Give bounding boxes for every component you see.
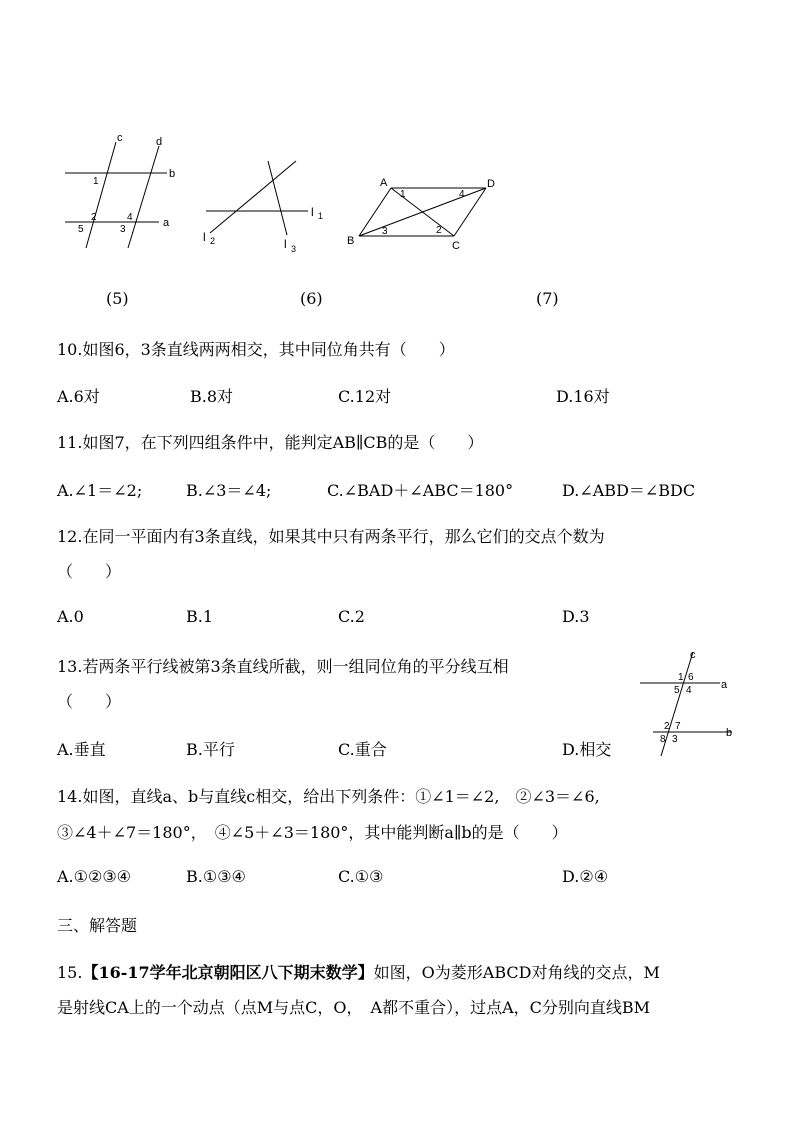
q15-number: 15.: [57, 963, 83, 982]
fig6-label-l3-sub: 3: [291, 244, 297, 254]
q15-source: 【16-17学年北京朝阳区八下期末数学】: [82, 963, 374, 982]
q14-option-d: D.②④: [562, 867, 609, 886]
q13-option-b: B.平行: [186, 740, 235, 759]
fig7-label-C: C: [452, 240, 460, 252]
q12-option-d: D.3: [562, 607, 590, 626]
fig-q14-label-c: c: [690, 649, 696, 661]
question-14-stem-cont: ③∠4＋∠7＝180°， ④∠5＋∠3＝180°，其中能判断a∥b的是（ ）: [57, 823, 568, 842]
fig-q14-angle-8: 8: [660, 734, 666, 745]
fig5-label-b: b: [169, 168, 176, 180]
q14-option-c: C.①③: [338, 867, 384, 886]
fig5-angle-3: 3: [120, 224, 126, 235]
question-11-stem: 11.如图7，在下列四组条件中，能判定AB∥CB的是（ ）: [57, 433, 484, 452]
fig7-angle-2: 2: [436, 225, 442, 236]
q10-option-c: C.12对: [338, 387, 392, 406]
fig5-angle-2: 2: [91, 212, 97, 223]
q10-option-d: D.16对: [556, 387, 610, 406]
q11-option-c: C.∠BAD＋∠ABC＝180°: [327, 481, 514, 500]
fig-q14-angle-7: 7: [675, 721, 681, 732]
question-12-stem: 12.在同一平面内有3条直线，如果其中只有两条平行，那么它们的交点个数为: [57, 527, 605, 546]
fig-q14-angle-2: 2: [664, 721, 670, 732]
question-14-stem: 14.如图，直线a、b与直线c相交，给出下列条件：①∠1＝∠2, ②∠3＝∠6,: [57, 787, 600, 806]
fig-q14-angle-5: 5: [674, 685, 680, 696]
q13-option-d: D.相交: [562, 740, 612, 759]
figure-6: [200, 155, 335, 260]
fig5-angle-4: 4: [127, 212, 133, 223]
figure-q14: [635, 648, 740, 758]
fig7-angle-3: 3: [382, 226, 388, 237]
fig6-label-l1: l: [311, 205, 314, 219]
question-13-stem-cont: （ ）: [57, 692, 122, 711]
fig5-label-d: d: [156, 136, 163, 148]
fig-q14-angle-3: 3: [672, 734, 678, 745]
q13-option-a: A.垂直: [57, 740, 106, 759]
fig-q14-angle-6: 6: [688, 672, 694, 683]
fig-q14-angle-4: 4: [686, 685, 692, 696]
fig7-angle-1: 1: [400, 189, 406, 200]
fig6-label-l3: l: [284, 237, 287, 251]
fig5-label-a: a: [163, 217, 170, 229]
q15-text-1: 如图，O为菱形ABCD对角线的交点，M: [373, 963, 660, 982]
fig6-label-l2: l: [203, 230, 206, 244]
fig-q14-label-b: b: [726, 727, 733, 739]
fig-q14-angle-1: 1: [678, 672, 684, 683]
fig7-label-B: B: [347, 235, 355, 247]
question-12-stem-cont: （ ）: [57, 562, 122, 581]
fig5-caption: (5): [106, 289, 129, 308]
section-heading: 三、解答题: [57, 916, 138, 935]
fig-q14-label-a: a: [721, 679, 728, 691]
fig6-caption: (6): [300, 289, 323, 308]
q12-option-a: A.0: [57, 607, 84, 626]
fig7-label-A: A: [380, 177, 388, 189]
q10-option-a: A.6对: [57, 387, 100, 406]
figure-7: [340, 170, 510, 260]
fig5-label-c: c: [117, 132, 123, 144]
q12-option-c: C.2: [338, 607, 365, 626]
figure-5: [55, 130, 195, 250]
q14-option-b: B.①③④: [186, 867, 246, 886]
q11-option-a: A.∠1＝∠2;: [57, 481, 143, 500]
question-15-line-1: [57, 960, 660, 983]
question-15-line-2: 是射线CA上的一个动点（点M与点C，O， A都不重合），过点A，C分别向直线BM: [57, 998, 651, 1017]
fig5-angle-5: 5: [78, 224, 84, 235]
fig6-label-l2-sub: 2: [210, 236, 216, 246]
fig7-angle-4: 4: [459, 189, 465, 200]
question-13-stem: 13.若两条平行线被第3条直线所截，则一组同位角的平分线互相: [57, 657, 509, 676]
fig6-label-l1-sub: 1: [318, 211, 324, 221]
q11-option-d: D.∠ABD＝∠BDC: [562, 481, 696, 500]
fig7-label-D: D: [487, 178, 495, 190]
q13-option-c: C.重合: [338, 740, 387, 759]
q12-option-b: B.1: [186, 607, 214, 626]
q10-option-b: B.8对: [190, 387, 234, 406]
q11-option-b: B.∠3＝∠4;: [186, 481, 272, 500]
q14-option-a: A.①②③④: [57, 867, 132, 886]
fig5-angle-1: 1: [93, 176, 99, 187]
fig7-caption: (7): [536, 289, 559, 308]
question-10-stem: 10.如图6，3条直线两两相交，其中同位角共有（ ）: [57, 340, 455, 359]
